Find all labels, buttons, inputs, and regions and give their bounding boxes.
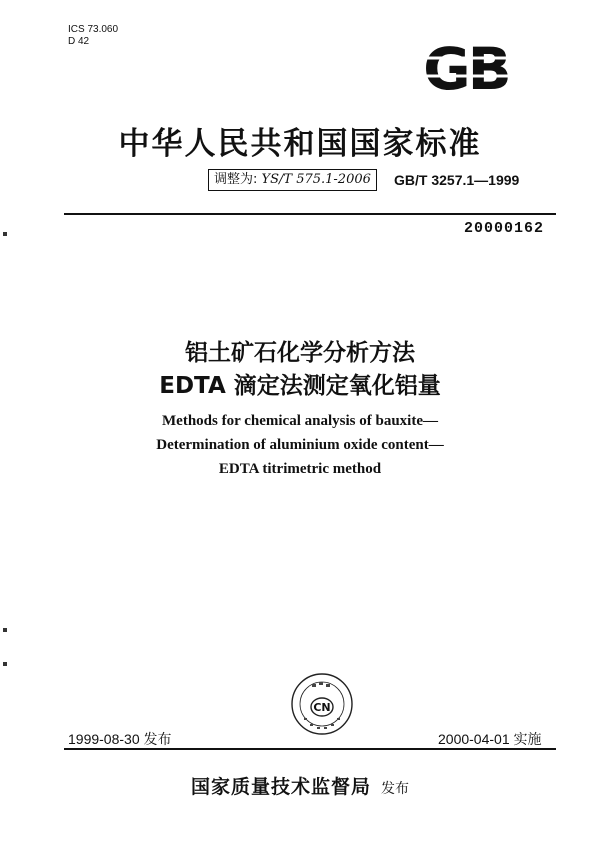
standard-category-title: 中华人民共和国国家标准 (118, 126, 482, 162)
issuing-authority (0, 772, 600, 799)
title-cn-line1: 铝土矿石化学分析方法 (185, 340, 415, 366)
scan-mark (3, 628, 7, 632)
issuer-suffix: 发布 (381, 781, 409, 797)
document-serial: 20000162 (464, 220, 545, 237)
standard-number: GB/T 3257.1—1999 (394, 172, 520, 188)
issue-date: 1999-08-30 发布 (68, 731, 172, 747)
adjustment-value: YS/T 575.1-2006 (261, 172, 371, 187)
header-divider (64, 213, 556, 215)
scan-mark (3, 232, 7, 236)
title-en-line3: EDTA titrimetric method (218, 461, 382, 477)
ccs-code: D 42 (68, 36, 90, 47)
title-en-line2: Determination of aluminium oxide content— (156, 437, 444, 453)
title-en-line1: Methods for chemical analysis of bauxite— (162, 413, 438, 429)
svg-text:GB: GB (423, 40, 509, 96)
footer-divider (64, 748, 556, 750)
gb-logo-icon (412, 40, 520, 96)
classification-codes (68, 24, 118, 48)
title-cn-line2: EDTA 滴定法测定氧化铝量 (159, 373, 441, 399)
scan-mark (3, 662, 7, 666)
adjustment-stamp (208, 169, 377, 191)
standard-seal-icon (290, 672, 354, 736)
implementation-date: 2000-04-01 实施 (438, 731, 542, 747)
adjustment-label: 调整为: (214, 172, 258, 187)
issuer-name: 国家质量技术监督局 (190, 776, 371, 798)
svg-text:CN: CN (313, 701, 331, 714)
ics-code: ICS 73.060 (68, 24, 119, 35)
